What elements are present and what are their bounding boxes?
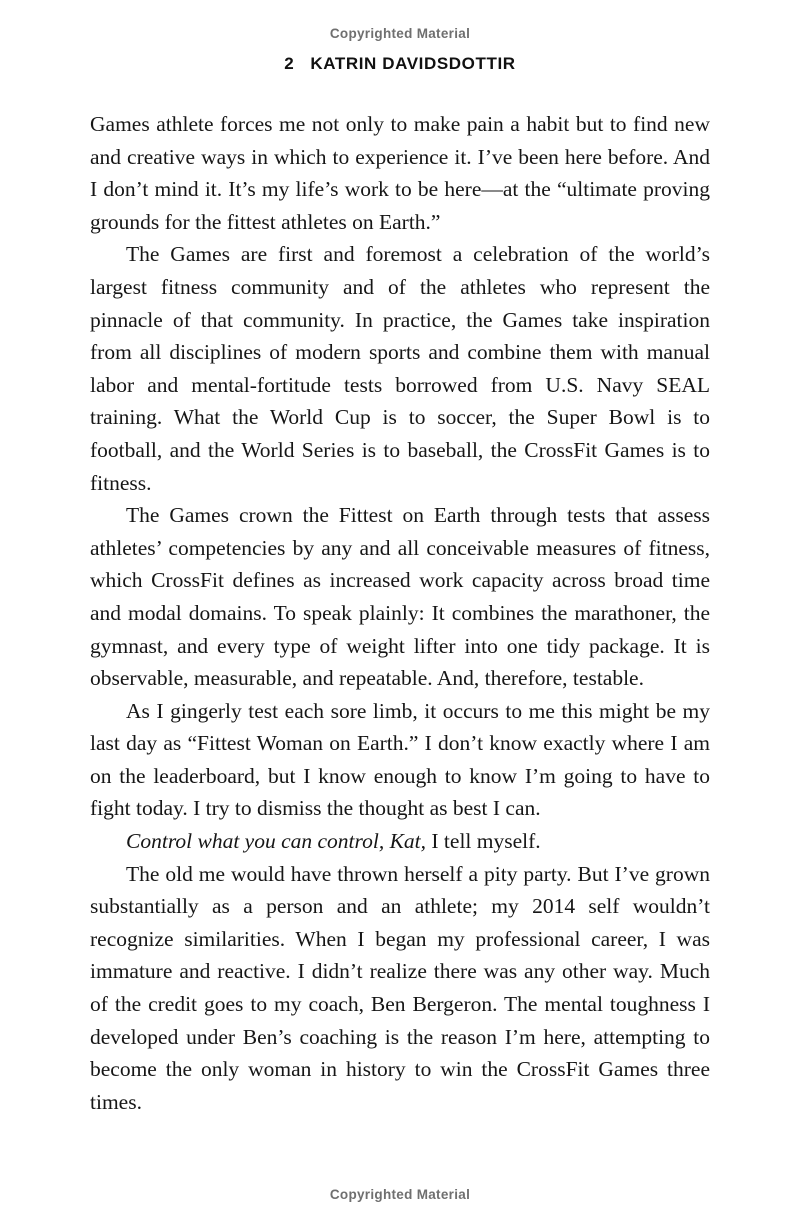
body-text bbox=[0, 108, 800, 1118]
paragraph-continuation: Games athlete forces me not only to make pain a habit but to find new and creative ways in which to experience it. I’ve been here before. And I don’t mind it. It’s my life’s work to be here—at the “ultimate proving grounds for the fittest athletes on Earth.” bbox=[90, 112, 710, 234]
page-number: 2 bbox=[284, 54, 295, 73]
copyright-notice-bottom: Copyrighted Material bbox=[329, 1187, 471, 1202]
paragraph: The Games crown the Fittest on Earth through tests that assess athletes’ competencies by any and all conceivable measures of fitness, which CrossFit defines as increased work capacity across broad time and modal domains. To speak plainly: It combines the marathoner, the gymnast, and every type of weight lifter into one tidy package. It is observable, measurable, and repeatable. And, therefore, testable. bbox=[90, 503, 710, 691]
paragraph: The old me would have thrown herself a pity party. But I’ve grown substantially as a person and an athlete; my 2014 self wouldn’t recognize similarities. When I began my professional career, I was immature and reactive. I didn’t realize there was any other way. Much of the credit goes to my coach, Ben Bergeron. The mental toughness I developed under Ben’s coaching is the reason I’m here, attempting to become the only woman in history to win the CrossFit Games three times. bbox=[90, 861, 710, 1114]
paragraph: As I gingerly test each sore limb, it occurs to me this might be my last day as “Fittest Woman on Earth.” I don’t know exactly where I am on the leaderboard, but I know enough to know I’m going to have to fight today. I try to dismiss the thought as best I can. bbox=[90, 698, 710, 821]
running-header bbox=[0, 54, 800, 74]
regular-phrase: I tell myself. bbox=[426, 829, 541, 854]
paragraph: The Games are first and foremost a celebration of the world’s largest fitness community and of the athletes who represent the pinnacle of that community. In practice, the Games take inspiration from all disciplines of modern sports and combine them with manual labor and mental-fortitude tests borrowed from U.S. Navy SEAL training. What the World Cup is to soccer, the Super Bowl is to football, and the World Series is to baseball, the CrossFit Games is to fitness. bbox=[90, 242, 710, 495]
paragraph-self-talk bbox=[90, 825, 710, 858]
author-name: KATRIN DAVIDSDOTTIR bbox=[310, 54, 516, 73]
italic-phrase: Control what you can control, Kat, bbox=[126, 829, 427, 854]
copyright-notice-top: Copyrighted Material bbox=[329, 26, 471, 41]
